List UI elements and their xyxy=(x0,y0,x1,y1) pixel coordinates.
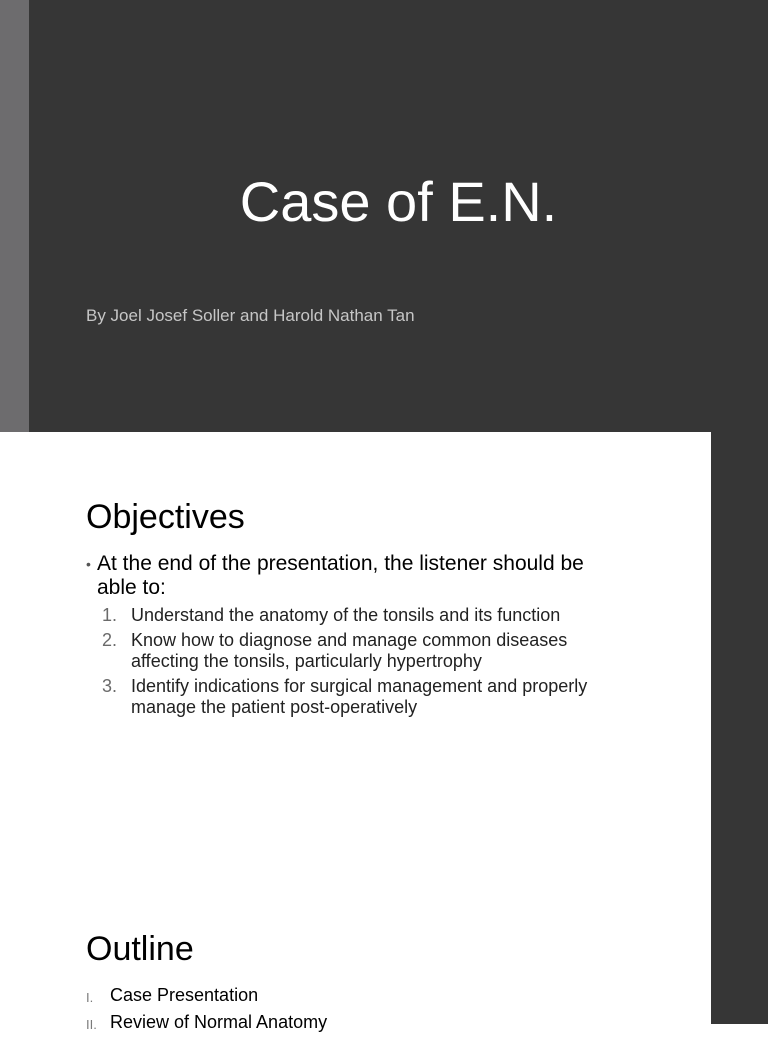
slide-subtitle: By Joel Josef Soller and Harold Nathan Tan xyxy=(86,306,415,325)
title-slide[interactable] xyxy=(0,0,768,432)
list-item-number: I. xyxy=(86,990,94,1005)
list-item-text: Case Presentation xyxy=(110,985,259,1005)
slide-title: Case of E.N. xyxy=(239,170,558,233)
list-item xyxy=(100,630,620,673)
outline-list xyxy=(86,984,327,1038)
list-item-number: II. xyxy=(86,1017,97,1032)
objectives-slide[interactable] xyxy=(0,432,768,866)
outline-slide[interactable] xyxy=(0,866,768,1032)
bullet-dot-icon: • xyxy=(86,556,91,572)
list-item-text: Review of Normal Anatomy xyxy=(110,1012,328,1032)
slide-right-band xyxy=(711,432,768,866)
list-item xyxy=(100,676,620,719)
list-item-number: 3. xyxy=(102,675,118,696)
slide-heading: Objectives xyxy=(86,498,245,536)
list-item-number: 2. xyxy=(102,629,118,650)
list-item-text: Identify indications for surgical management and properly manage the patient post-operatively xyxy=(131,675,588,717)
list-item-text: Know how to diagnose and manage common diseases affecting the tonsils, particularly hypertrophy xyxy=(131,629,568,671)
bullet-text: At the end of the presentation, the listener should be able to: xyxy=(97,552,584,599)
bullet-item xyxy=(86,552,616,600)
slide-right-band xyxy=(711,866,768,1024)
objectives-list xyxy=(100,605,620,722)
list-item xyxy=(100,605,620,627)
slide-heading: Outline xyxy=(86,930,194,968)
list-item-text: Understand the anatomy of the tonsils and its function xyxy=(131,605,561,625)
list-item xyxy=(86,1011,327,1038)
list-item xyxy=(86,984,327,1011)
list-item-number: 1. xyxy=(102,605,118,625)
slide-left-band xyxy=(0,0,29,432)
